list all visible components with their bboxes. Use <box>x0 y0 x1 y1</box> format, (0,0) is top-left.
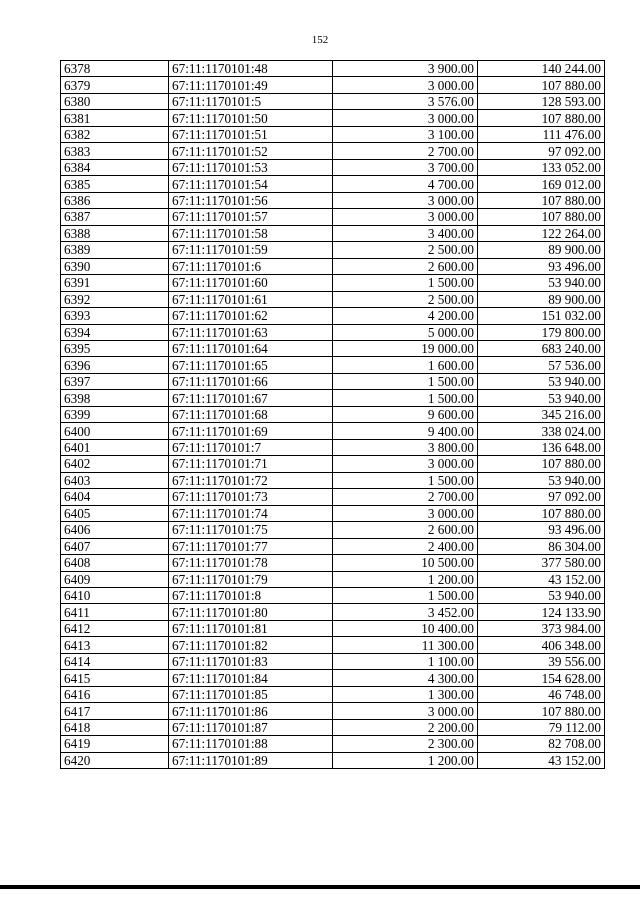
value-cell: 97 092.00 <box>478 143 605 159</box>
area-cell: 11 300.00 <box>333 637 478 653</box>
row-number-cell: 6410 <box>61 588 169 604</box>
cadastral-number-cell: 67:11:1170101:52 <box>169 143 333 159</box>
table-row <box>61 406 605 422</box>
row-number-cell: 6411 <box>61 604 169 620</box>
area-cell: 3 000.00 <box>333 209 478 225</box>
row-number-cell: 6392 <box>61 291 169 307</box>
value-cell: 107 880.00 <box>478 505 605 521</box>
cadastral-number-cell: 67:11:1170101:63 <box>169 324 333 340</box>
table-row <box>61 275 605 291</box>
cadastral-number-cell: 67:11:1170101:84 <box>169 670 333 686</box>
cadastral-number-cell: 67:11:1170101:78 <box>169 555 333 571</box>
cadastral-number-cell: 67:11:1170101:65 <box>169 357 333 373</box>
table-row <box>61 340 605 356</box>
table-row <box>61 588 605 604</box>
cadastral-number-cell: 67:11:1170101:69 <box>169 423 333 439</box>
row-number-cell: 6399 <box>61 406 169 422</box>
table-row <box>61 324 605 340</box>
row-number-cell: 6381 <box>61 110 169 126</box>
cadastral-number-cell: 67:11:1170101:75 <box>169 522 333 538</box>
table-row <box>61 423 605 439</box>
row-number-cell: 6414 <box>61 653 169 669</box>
row-number-cell: 6397 <box>61 373 169 389</box>
row-number-cell: 6391 <box>61 275 169 291</box>
value-cell: 53 940.00 <box>478 373 605 389</box>
row-number-cell: 6394 <box>61 324 169 340</box>
value-cell: 43 152.00 <box>478 752 605 768</box>
area-cell: 3 000.00 <box>333 77 478 93</box>
value-cell: 79 112.00 <box>478 719 605 735</box>
value-cell: 39 556.00 <box>478 653 605 669</box>
value-cell: 406 348.00 <box>478 637 605 653</box>
table-row <box>61 555 605 571</box>
cadastral-number-cell: 67:11:1170101:60 <box>169 275 333 291</box>
row-number-cell: 6418 <box>61 719 169 735</box>
area-cell: 1 200.00 <box>333 752 478 768</box>
cadastral-number-cell: 67:11:1170101:62 <box>169 308 333 324</box>
row-number-cell: 6409 <box>61 571 169 587</box>
table-row <box>61 291 605 307</box>
table-row <box>61 522 605 538</box>
area-cell: 2 600.00 <box>333 522 478 538</box>
table-row <box>61 110 605 126</box>
table-row <box>61 620 605 636</box>
row-number-cell: 6416 <box>61 686 169 702</box>
cadastral-number-cell: 67:11:1170101:50 <box>169 110 333 126</box>
cadastral-number-cell: 67:11:1170101:83 <box>169 653 333 669</box>
cadastral-number-cell: 67:11:1170101:88 <box>169 736 333 752</box>
table-row <box>61 752 605 768</box>
row-number-cell: 6407 <box>61 538 169 554</box>
value-cell: 140 244.00 <box>478 61 605 77</box>
table-row <box>61 670 605 686</box>
area-cell: 1 500.00 <box>333 472 478 488</box>
row-number-cell: 6382 <box>61 126 169 142</box>
row-number-cell: 6420 <box>61 752 169 768</box>
row-number-cell: 6386 <box>61 192 169 208</box>
table-row <box>61 357 605 373</box>
area-cell: 1 300.00 <box>333 686 478 702</box>
row-number-cell: 6400 <box>61 423 169 439</box>
row-number-cell: 6405 <box>61 505 169 521</box>
area-cell: 2 300.00 <box>333 736 478 752</box>
area-cell: 2 500.00 <box>333 291 478 307</box>
cadastral-number-cell: 67:11:1170101:64 <box>169 340 333 356</box>
row-number-cell: 6403 <box>61 472 169 488</box>
table-row <box>61 390 605 406</box>
table-row <box>61 61 605 77</box>
area-cell: 2 600.00 <box>333 258 478 274</box>
value-cell: 133 052.00 <box>478 159 605 175</box>
value-cell: 43 152.00 <box>478 571 605 587</box>
table-body <box>61 61 605 769</box>
cadastral-number-cell: 67:11:1170101:67 <box>169 390 333 406</box>
area-cell: 3 000.00 <box>333 703 478 719</box>
cadastral-number-cell: 67:11:1170101:56 <box>169 192 333 208</box>
value-cell: 107 880.00 <box>478 77 605 93</box>
area-cell: 2 500.00 <box>333 242 478 258</box>
value-cell: 107 880.00 <box>478 192 605 208</box>
area-cell: 1 500.00 <box>333 390 478 406</box>
footer-rule <box>0 885 640 889</box>
value-cell: 107 880.00 <box>478 456 605 472</box>
value-cell: 169 012.00 <box>478 176 605 192</box>
value-cell: 89 900.00 <box>478 291 605 307</box>
table-row <box>61 209 605 225</box>
row-number-cell: 6384 <box>61 159 169 175</box>
cadastral-number-cell: 67:11:1170101:87 <box>169 719 333 735</box>
area-cell: 3 452.00 <box>333 604 478 620</box>
row-number-cell: 6395 <box>61 340 169 356</box>
cadastral-number-cell: 67:11:1170101:86 <box>169 703 333 719</box>
value-cell: 97 092.00 <box>478 489 605 505</box>
area-cell: 10 400.00 <box>333 620 478 636</box>
cadastral-number-cell: 67:11:1170101:80 <box>169 604 333 620</box>
row-number-cell: 6389 <box>61 242 169 258</box>
row-number-cell: 6402 <box>61 456 169 472</box>
cadastral-number-cell: 67:11:1170101:74 <box>169 505 333 521</box>
cadastral-number-cell: 67:11:1170101:53 <box>169 159 333 175</box>
table-row <box>61 225 605 241</box>
value-cell: 93 496.00 <box>478 258 605 274</box>
row-number-cell: 6398 <box>61 390 169 406</box>
value-cell: 107 880.00 <box>478 209 605 225</box>
cadastral-number-cell: 67:11:1170101:71 <box>169 456 333 472</box>
table-row <box>61 242 605 258</box>
row-number-cell: 6378 <box>61 61 169 77</box>
value-cell: 377 580.00 <box>478 555 605 571</box>
table-row <box>61 143 605 159</box>
value-cell: 89 900.00 <box>478 242 605 258</box>
area-cell: 2 700.00 <box>333 489 478 505</box>
table-row <box>61 505 605 521</box>
row-number-cell: 6385 <box>61 176 169 192</box>
table-row <box>61 308 605 324</box>
value-cell: 111 476.00 <box>478 126 605 142</box>
table-row <box>61 456 605 472</box>
cadastral-number-cell: 67:11:1170101:61 <box>169 291 333 307</box>
area-cell: 1 100.00 <box>333 653 478 669</box>
cadastral-number-cell: 67:11:1170101:73 <box>169 489 333 505</box>
area-cell: 2 700.00 <box>333 143 478 159</box>
table-row <box>61 159 605 175</box>
table-row <box>61 604 605 620</box>
value-cell: 53 940.00 <box>478 390 605 406</box>
table-row <box>61 489 605 505</box>
value-cell: 154 628.00 <box>478 670 605 686</box>
area-cell: 1 200.00 <box>333 571 478 587</box>
table-row <box>61 703 605 719</box>
value-cell: 53 940.00 <box>478 472 605 488</box>
cadastral-number-cell: 67:11:1170101:57 <box>169 209 333 225</box>
cadastral-number-cell: 67:11:1170101:89 <box>169 752 333 768</box>
row-number-cell: 6401 <box>61 439 169 455</box>
area-cell: 3 800.00 <box>333 439 478 455</box>
table-row <box>61 686 605 702</box>
value-cell: 53 940.00 <box>478 275 605 291</box>
table-row <box>61 637 605 653</box>
value-cell: 373 984.00 <box>478 620 605 636</box>
area-cell: 9 600.00 <box>333 406 478 422</box>
area-cell: 4 200.00 <box>333 308 478 324</box>
value-cell: 46 748.00 <box>478 686 605 702</box>
value-cell: 128 593.00 <box>478 93 605 109</box>
cadastral-number-cell: 67:11:1170101:7 <box>169 439 333 455</box>
area-cell: 10 500.00 <box>333 555 478 571</box>
row-number-cell: 6412 <box>61 620 169 636</box>
area-cell: 1 500.00 <box>333 275 478 291</box>
value-cell: 345 216.00 <box>478 406 605 422</box>
area-cell: 5 000.00 <box>333 324 478 340</box>
area-cell: 3 700.00 <box>333 159 478 175</box>
row-number-cell: 6417 <box>61 703 169 719</box>
table-row <box>61 472 605 488</box>
area-cell: 3 400.00 <box>333 225 478 241</box>
cadastral-table <box>60 60 605 769</box>
row-number-cell: 6387 <box>61 209 169 225</box>
cadastral-number-cell: 67:11:1170101:72 <box>169 472 333 488</box>
area-cell: 3 000.00 <box>333 110 478 126</box>
table-row <box>61 736 605 752</box>
value-cell: 124 133.90 <box>478 604 605 620</box>
row-number-cell: 6383 <box>61 143 169 159</box>
cadastral-number-cell: 67:11:1170101:79 <box>169 571 333 587</box>
value-cell: 107 880.00 <box>478 703 605 719</box>
area-cell: 3 900.00 <box>333 61 478 77</box>
row-number-cell: 6419 <box>61 736 169 752</box>
row-number-cell: 6408 <box>61 555 169 571</box>
table-row <box>61 373 605 389</box>
cadastral-number-cell: 67:11:1170101:51 <box>169 126 333 142</box>
row-number-cell: 6406 <box>61 522 169 538</box>
area-cell: 4 700.00 <box>333 176 478 192</box>
table-row <box>61 538 605 554</box>
row-number-cell: 6415 <box>61 670 169 686</box>
area-cell: 2 400.00 <box>333 538 478 554</box>
cadastral-number-cell: 67:11:1170101:77 <box>169 538 333 554</box>
value-cell: 122 264.00 <box>478 225 605 241</box>
row-number-cell: 6380 <box>61 93 169 109</box>
table-row <box>61 571 605 587</box>
cadastral-number-cell: 67:11:1170101:85 <box>169 686 333 702</box>
page-number: 152 <box>311 34 329 46</box>
value-cell: 136 648.00 <box>478 439 605 455</box>
table-row <box>61 439 605 455</box>
table-row <box>61 77 605 93</box>
cadastral-number-cell: 67:11:1170101:59 <box>169 242 333 258</box>
area-cell: 3 100.00 <box>333 126 478 142</box>
value-cell: 151 032.00 <box>478 308 605 324</box>
value-cell: 683 240.00 <box>478 340 605 356</box>
area-cell: 3 000.00 <box>333 456 478 472</box>
row-number-cell: 6390 <box>61 258 169 274</box>
area-cell: 4 300.00 <box>333 670 478 686</box>
table-row <box>61 192 605 208</box>
cadastral-number-cell: 67:11:1170101:49 <box>169 77 333 93</box>
value-cell: 179 800.00 <box>478 324 605 340</box>
area-cell: 3 000.00 <box>333 505 478 521</box>
cadastral-number-cell: 67:11:1170101:6 <box>169 258 333 274</box>
value-cell: 82 708.00 <box>478 736 605 752</box>
cadastral-number-cell: 67:11:1170101:66 <box>169 373 333 389</box>
area-cell: 1 600.00 <box>333 357 478 373</box>
cadastral-number-cell: 67:11:1170101:8 <box>169 588 333 604</box>
value-cell: 53 940.00 <box>478 588 605 604</box>
area-cell: 2 200.00 <box>333 719 478 735</box>
area-cell: 1 500.00 <box>333 373 478 389</box>
table-row <box>61 258 605 274</box>
value-cell: 93 496.00 <box>478 522 605 538</box>
cadastral-number-cell: 67:11:1170101:58 <box>169 225 333 241</box>
cadastral-number-cell: 67:11:1170101:68 <box>169 406 333 422</box>
table-row <box>61 176 605 192</box>
table-row <box>61 126 605 142</box>
value-cell: 86 304.00 <box>478 538 605 554</box>
table-row <box>61 653 605 669</box>
table-row <box>61 719 605 735</box>
row-number-cell: 6413 <box>61 637 169 653</box>
row-number-cell: 6379 <box>61 77 169 93</box>
cadastral-number-cell: 67:11:1170101:82 <box>169 637 333 653</box>
table-row <box>61 93 605 109</box>
area-cell: 3 000.00 <box>333 192 478 208</box>
row-number-cell: 6396 <box>61 357 169 373</box>
cadastral-number-cell: 67:11:1170101:5 <box>169 93 333 109</box>
row-number-cell: 6388 <box>61 225 169 241</box>
area-cell: 19 000.00 <box>333 340 478 356</box>
value-cell: 107 880.00 <box>478 110 605 126</box>
cadastral-number-cell: 67:11:1170101:81 <box>169 620 333 636</box>
value-cell: 57 536.00 <box>478 357 605 373</box>
row-number-cell: 6404 <box>61 489 169 505</box>
value-cell: 338 024.00 <box>478 423 605 439</box>
area-cell: 3 576.00 <box>333 93 478 109</box>
cadastral-number-cell: 67:11:1170101:54 <box>169 176 333 192</box>
row-number-cell: 6393 <box>61 308 169 324</box>
area-cell: 1 500.00 <box>333 588 478 604</box>
area-cell: 9 400.00 <box>333 423 478 439</box>
cadastral-number-cell: 67:11:1170101:48 <box>169 61 333 77</box>
